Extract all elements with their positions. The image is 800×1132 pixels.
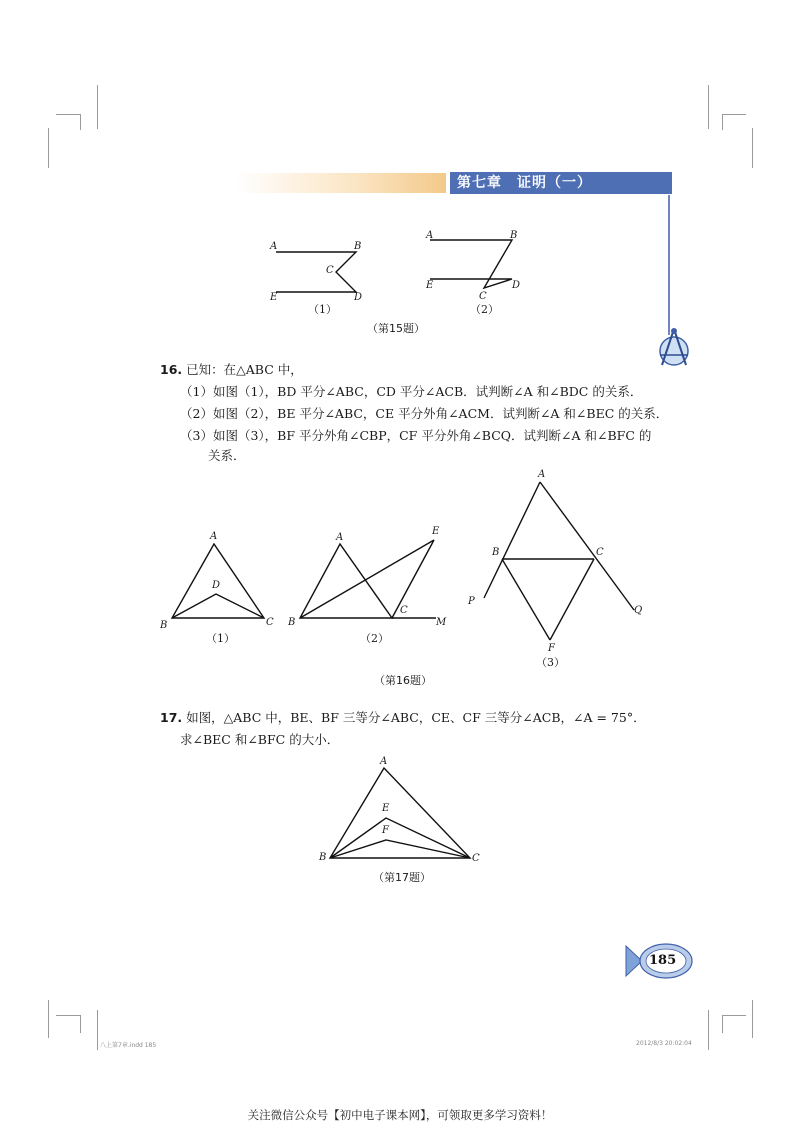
crop-mark — [48, 1000, 49, 1038]
figure-15-1-lines — [268, 240, 368, 300]
point-label: A — [426, 230, 434, 241]
question-number: 17. — [160, 710, 183, 725]
crop-mark — [80, 1015, 81, 1033]
point-label: E — [432, 526, 440, 537]
crop-mark — [80, 114, 81, 130]
point-label: P — [468, 596, 475, 607]
figure-16-1 — [158, 530, 280, 650]
footer-note: 关注微信公众号【初中电子课本网】，可领取更多学习资料！ — [247, 1108, 553, 1122]
point-label: C — [400, 605, 408, 616]
question-16-intro — [160, 364, 303, 377]
point-label: A — [380, 756, 388, 767]
figure-tag: （2） — [470, 303, 499, 316]
figure-16-3-lines — [464, 468, 654, 653]
figure-tag: （1） — [308, 303, 337, 316]
figure-tag: （2） — [360, 632, 389, 645]
question-16-item: 关系． — [208, 448, 246, 463]
crop-mark — [708, 1010, 709, 1050]
chapter-title: 第七章 证明（一） — [450, 172, 672, 194]
point-label: C — [326, 265, 334, 276]
crop-mark — [722, 114, 723, 130]
figure-17 — [316, 756, 488, 886]
question-number: 16. — [160, 362, 183, 377]
point-label: A — [538, 469, 546, 480]
figure-caption: （第16题） — [374, 674, 432, 687]
figure-caption: （第15题） — [367, 322, 425, 335]
point-label: C — [596, 547, 604, 558]
figure-caption: （第17题） — [373, 871, 431, 884]
point-label: E — [270, 292, 278, 303]
point-label: B — [492, 547, 500, 558]
point-label: D — [354, 292, 363, 303]
point-label: D — [212, 580, 221, 591]
crop-mark — [722, 1015, 723, 1033]
point-label: A — [270, 241, 278, 252]
figure-16-2 — [284, 524, 454, 650]
point-label: C — [472, 853, 480, 864]
point-label: D — [512, 280, 521, 291]
crop-mark — [752, 1000, 753, 1038]
figure-tag: （1） — [206, 632, 235, 645]
crop-mark — [56, 1015, 80, 1016]
figure-16-3 — [464, 468, 654, 678]
crop-mark — [48, 128, 49, 168]
question-text: 已知：在△ABC 中， — [186, 362, 303, 377]
figure-tag: （3） — [536, 656, 565, 669]
point-label: B — [160, 620, 168, 631]
point-label: B — [288, 617, 296, 628]
crop-mark — [752, 128, 753, 168]
header-decoration — [236, 173, 446, 193]
point-label: M — [436, 617, 447, 628]
crop-mark — [56, 114, 80, 115]
question-16-item: （1）如图（1），BD 平分∠ABC，CD 平分∠ACB．试判断∠A 和∠BDC 的关系． — [180, 384, 643, 399]
crop-mark — [722, 1015, 746, 1016]
date-meta: 2012/8/3 20:02:04 — [636, 1040, 692, 1047]
point-label: A — [336, 532, 344, 543]
question-text: 如图，△ABC 中，BE、BF 三等分∠ABC，CE、CF 三等分∠ACB，∠A = 75°． — [186, 710, 646, 725]
figure-16-2-lines — [284, 524, 454, 628]
point-label: Q — [634, 605, 643, 616]
point-label: C — [266, 617, 274, 628]
compass-icon — [652, 325, 696, 369]
question-16-item: （3）如图（3），BF 平分外角∠CBP，CF 平分外角∠BCQ．试判断∠A 和∠BFC 的 — [180, 428, 652, 443]
chapter-rule — [668, 195, 670, 335]
question-16-item: （2）如图（2），BE 平分∠ABC，CE 平分外角∠ACM．试判断∠A 和∠BEC 的关系． — [180, 406, 669, 421]
point-label: B — [319, 852, 327, 863]
figure-15-2 — [424, 230, 534, 320]
question-17-line2: 求∠BEC 和∠BFC 的大小． — [180, 732, 340, 747]
question-17-line1 — [160, 712, 646, 725]
file-meta: 八上第7章.indd 185 — [100, 1042, 157, 1049]
point-label: C — [479, 291, 487, 302]
crop-mark — [722, 114, 746, 115]
crop-mark — [97, 1010, 98, 1050]
point-label: F — [548, 643, 555, 654]
point-label: E — [426, 280, 434, 291]
page-number: 185 — [649, 953, 677, 968]
point-label: B — [510, 230, 518, 241]
crop-mark — [708, 85, 709, 129]
crop-mark — [97, 85, 98, 129]
figure-17-lines — [316, 756, 488, 866]
point-label: A — [210, 531, 218, 542]
point-label: E — [382, 803, 390, 814]
point-label: B — [354, 241, 362, 252]
point-label: F — [382, 825, 389, 836]
figure-15-1 — [268, 240, 368, 320]
